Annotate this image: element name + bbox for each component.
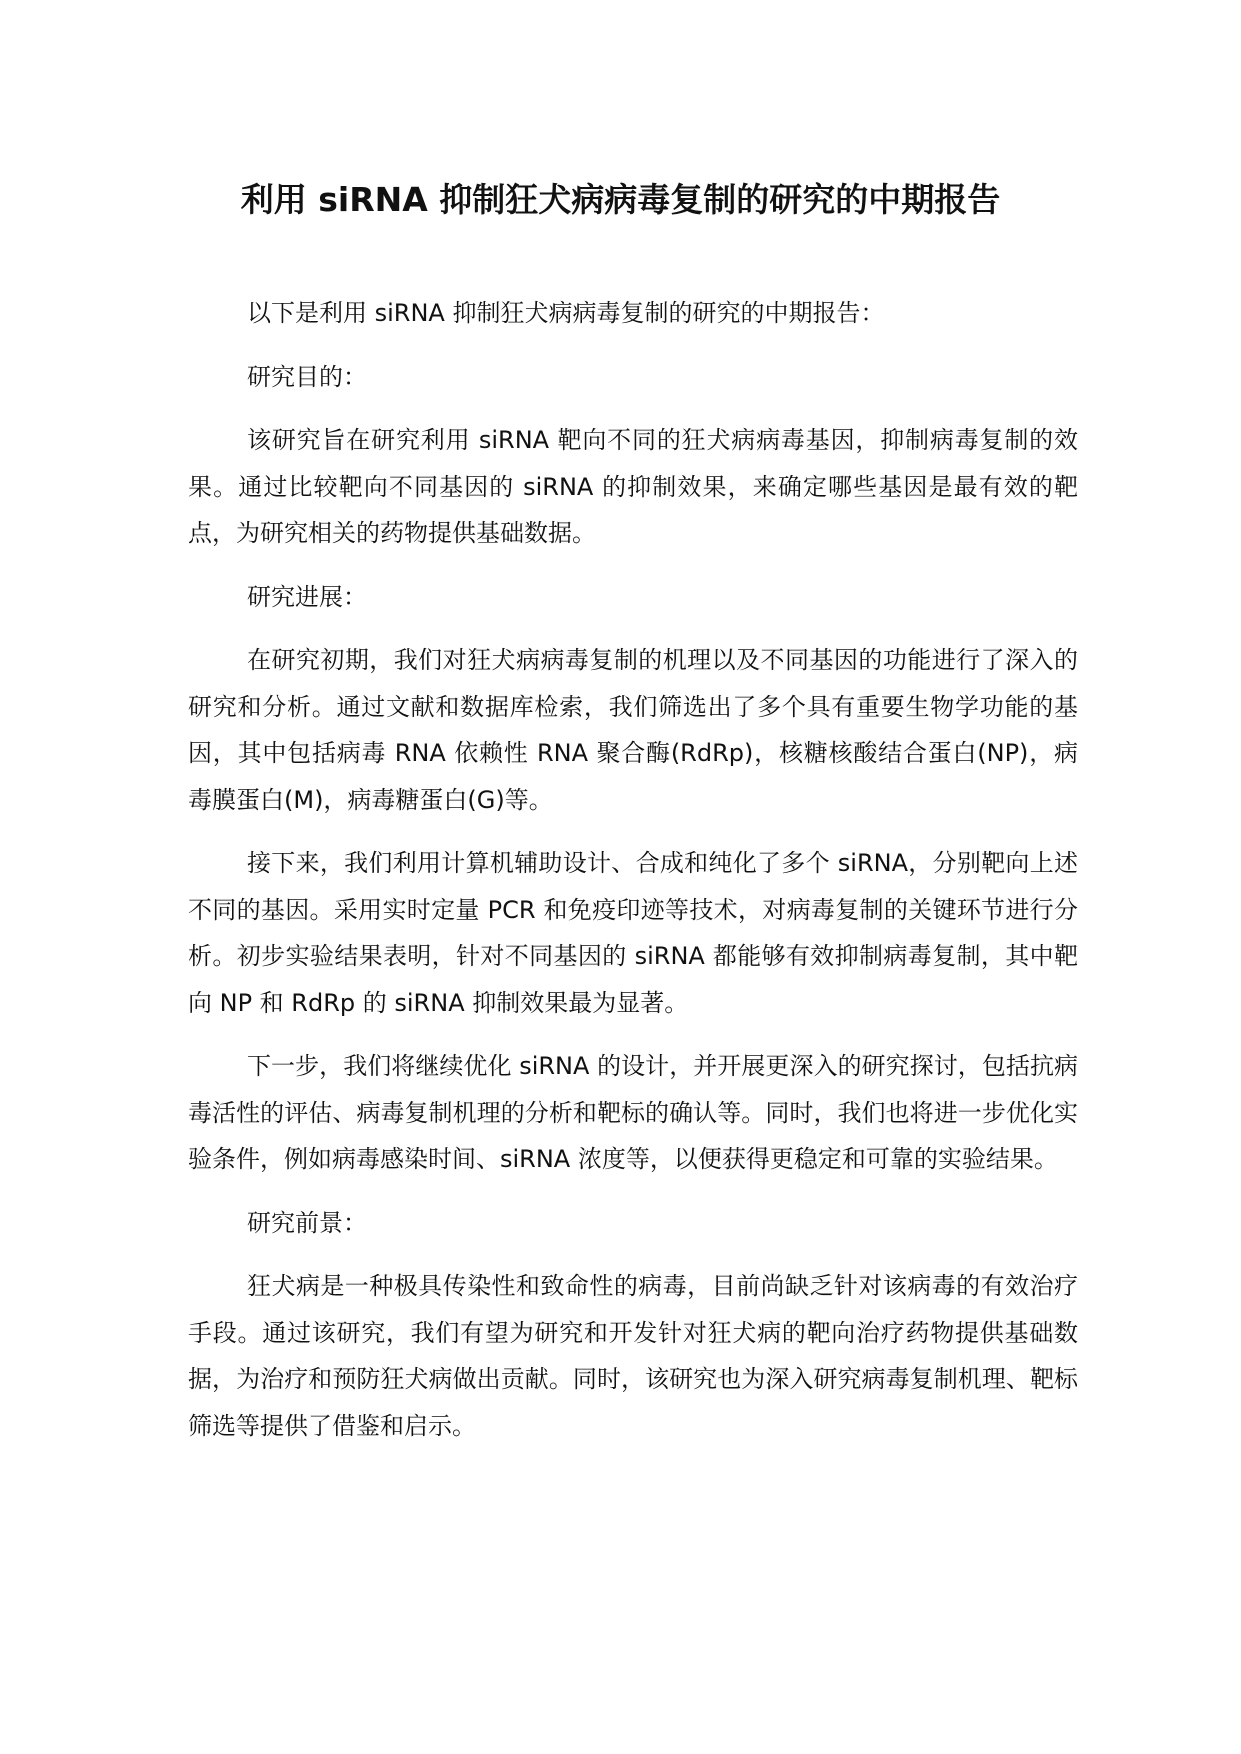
purpose-paragraph: 该研究旨在研究利用 siRNA 靶向不同的狂犬病病毒基因，抑制病毒复制的效果。通过比较靶向不同基因的 siRNA 的抑制效果，来确定哪些基因是最有效的靶点，为研究相关的药物提供基础数据。: [188, 426, 1078, 547]
section-heading-prospects: 研究前景：: [247, 1208, 367, 1237]
section-heading-purpose: 研究目的：: [247, 362, 367, 391]
document-title: 利用 siRNA 抑制狂犬病病毒复制的研究的中期报告: [240, 180, 1001, 219]
progress-paragraph-3: 下一步，我们将继续优化 siRNA 的设计，并开展更深入的研究探讨，包括抗病毒活性的评估、病毒复制机理的分析和靶标的确认等。同时，我们也将进一步优化实验条件，例如病毒感染时间、siRNA 浓度等，以便获得更稳定和可靠的实验结果。: [188, 1052, 1078, 1173]
section-heading-progress: 研究进展：: [247, 582, 367, 611]
document-body: [188, 290, 1078, 1466]
progress-paragraph-1: 在研究初期，我们对狂犬病病毒复制的机理以及不同基因的功能进行了深入的研究和分析。通过文献和数据库检索，我们筛选出了多个具有重要生物学功能的基因，其中包括病毒 RNA 依赖性 RNA 聚合酶(RdRp)，核糖核酸结合蛋白(NP)，病毒膜蛋白(M)，病毒糖蛋白(G)等。: [188, 646, 1078, 814]
progress-paragraph-2: 接下来，我们利用计算机辅助设计、合成和纯化了多个 siRNA，分别靶向上述不同的基因。采用实时定量 PCR 和免疫印迹等技术，对病毒复制的关键环节进行分析。初步实验结果表明，针对不同基因的 siRNA 都能够有效抑制病毒复制，其中靶向 NP 和 RdRp 的 siRNA 抑制效果最为显著。: [188, 849, 1078, 1017]
prospects-paragraph: 狂犬病是一种极具传染性和致命性的病毒，目前尚缺乏针对该病毒的有效治疗手段。通过该研究，我们有望为研究和开发针对狂犬病的靶向治疗药物提供基础数据，为治疗和预防狂犬病做出贡献。同时，该研究也为深入研究病毒复制机理、靶标筛选等提供了借鉴和启示。: [188, 1272, 1078, 1440]
intro-paragraph: 以下是利用 siRNA 抑制狂犬病病毒复制的研究的中期报告：: [247, 299, 885, 327]
